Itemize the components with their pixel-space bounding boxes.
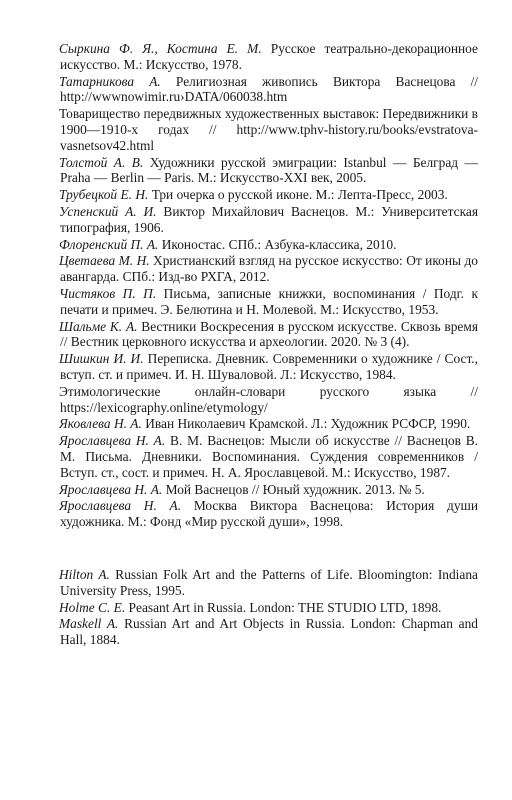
bib-entry: [60, 106, 478, 153]
bibliography-foreign: [60, 567, 478, 648]
bib-author: Шальме К. А.: [59, 318, 138, 334]
bib-text: Москва Виктора Васнецова: История души художника. М.: Фонд «Мир русской души», 1998.: [60, 498, 478, 530]
bib-entry: [60, 433, 478, 480]
bib-author: Сыркина Ф. Я., Костина Е. М.: [59, 41, 262, 56]
bib-text: Письма, записные книжки, воспоминания / Подг. к печати и примеч. Э. Белютина и Н. Молевой. М.: Искусство, 1953.: [60, 285, 478, 317]
bib-author: Трубецкой Е. Н.: [59, 187, 149, 203]
bib-author: Цветаева М. Н.: [59, 253, 150, 269]
bib-text: В. М. Васнецов: Мысли об искусстве // Васнецов В. М. Письма. Дневники. Воспоминания. Суждения современников / Вступ. ст., сост. и примеч. Н. А. Ярославцевой. М.: Искусство, 1987.: [60, 433, 479, 480]
bib-entry: [60, 384, 478, 416]
bib-text: Russian Folk Art and the Patterns of Life. Bloomington: Indiana University Press, 1995.: [60, 566, 478, 598]
bib-text: Русское театрально-декорационное искусство. М.: Искусство, 1978.: [60, 41, 478, 72]
bib-author: Успенский А. И.: [59, 203, 157, 219]
bib-author: Толстой А. В.: [59, 154, 144, 170]
bib-author: Чистяков П. П.: [59, 285, 157, 301]
bib-entry: [60, 416, 478, 432]
bib-entry: [60, 253, 478, 285]
bib-author: Шишкин И. И.: [59, 351, 144, 367]
bib-text: Религиозная живопись Виктора Васнецова // http://wwwnowimir.ru›DATA/060038.htm: [60, 73, 478, 105]
bib-entry: [60, 187, 478, 203]
bib-author: Флоренский П. А.: [59, 236, 159, 252]
bib-author: Maskell A.: [59, 616, 119, 632]
bib-author: Ярославцева Н. А.: [59, 433, 166, 449]
section-gap: [60, 531, 478, 567]
bib-text: Peasant Art in Russia. London: THE STUDIO LTD, 1898.: [125, 599, 442, 615]
bib-text: Товарищество передвижных художественных выставок: Передвижники в 1900—1910-х годах // http://www.tphv-history.ru/books/evstratova-vasnetsov42.html: [59, 106, 478, 153]
bib-entry: [60, 498, 478, 530]
bibliography-russian: [60, 41, 478, 530]
bib-author: Татарникова А.: [59, 73, 161, 89]
bib-text: Христианский взгляд на русское искусство: От иконы до авангарда. СПб.: Изд-во РХГА, 2012.: [60, 253, 478, 285]
bib-entry: [60, 482, 478, 498]
bib-author: Holme C. E.: [59, 599, 126, 615]
bib-text: Художники русской эмиграции: Istanbul — Белград — Praha — Berlin — Paris. М.: Искусство-XXI век, 2005.: [60, 154, 478, 186]
bib-entry: [60, 237, 478, 253]
bib-entry: [60, 319, 478, 351]
bib-entry: [60, 286, 478, 318]
bib-entry: [60, 600, 478, 616]
bib-entry: [60, 155, 478, 187]
bib-entry: [60, 74, 478, 106]
bib-text: Виктор Михайлович Васнецов. М.: Университетская типография, 1906.: [60, 203, 478, 235]
bib-entry: [60, 351, 478, 383]
bib-text: Три очерка о русской иконе. М.: Лепта-Пресс, 2003.: [148, 187, 448, 203]
bib-author: Ярославцева Н. А.: [59, 481, 163, 497]
bib-author: Ярославцева Н. А.: [59, 498, 182, 514]
bib-author: Яковлева Н. А.: [59, 416, 142, 432]
bib-entry: [60, 204, 478, 236]
bib-author: Hilton A.: [59, 566, 110, 582]
bib-text: Russian Art and Art Objects in Russia. London: Chapman and Hall, 1884.: [60, 616, 478, 648]
bib-entry: [60, 616, 478, 648]
bib-text: Этимологические онлайн-словари русского языка // https://lexicography.online/etymology/: [59, 383, 478, 415]
bib-text: Вестники Воскресения в русском искусстве. Сквозь время // Вестник церковного искусства и археологии. 2020. № 3 (4).: [60, 318, 479, 350]
bib-entry: [60, 41, 478, 73]
bib-text: Иван Николаевич Крамской. Л.: Художник РСФСР, 1990.: [141, 416, 471, 432]
bib-text: Мой Васнецов // Юный художник. 2013. № 5.: [162, 481, 425, 497]
bib-text: Переписка. Дневник. Современники о художнике / Сост., вступ. ст. и примеч. И. Н. Шуваловой. Л.: Искусство, 1984.: [60, 351, 478, 382]
bib-text: Иконостас. СПб.: Азбука-классика, 2010.: [158, 236, 397, 252]
bib-entry: [60, 567, 478, 599]
